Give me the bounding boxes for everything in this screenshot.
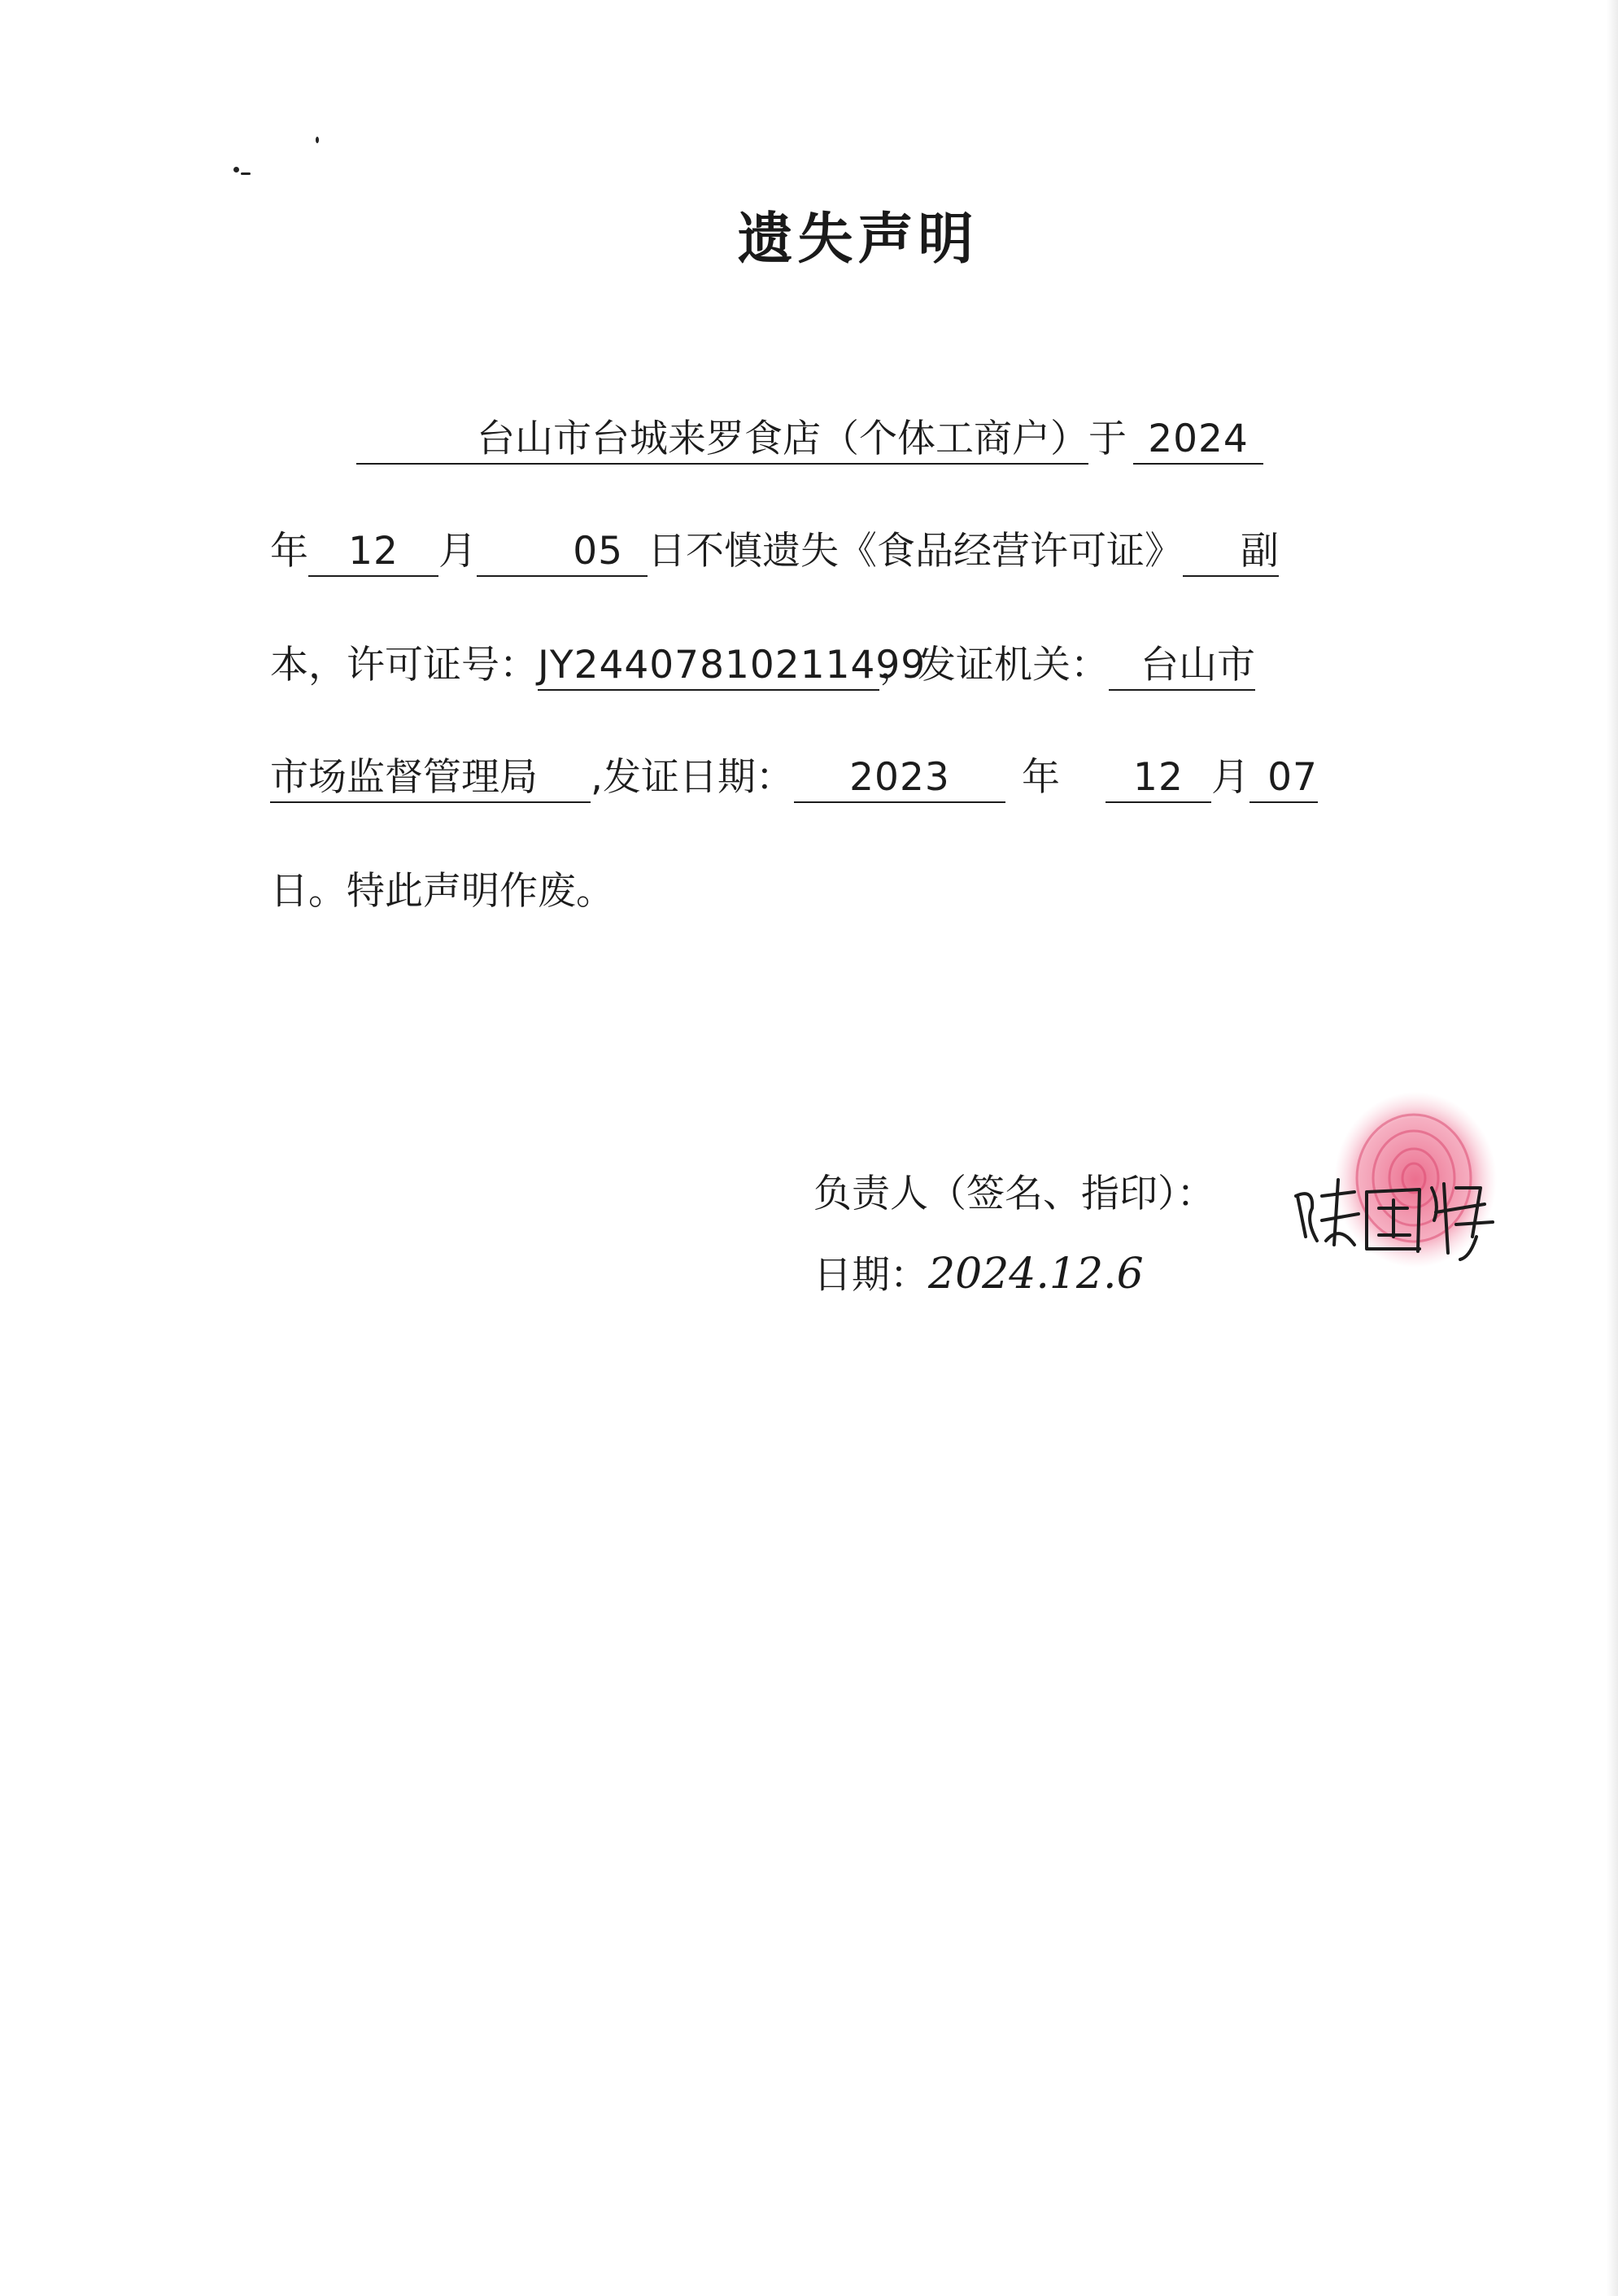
text-nian-2: 年 (1021, 755, 1060, 800)
lost-year: 2024 (1133, 416, 1263, 465)
body-line-3 (270, 641, 1360, 691)
text-license-label: 本，许可证号： (270, 643, 538, 687)
text-issuer-label: ，发证机关： (879, 643, 1109, 687)
body-line-2 (270, 527, 1360, 577)
license-number: JY24407810211499 (538, 642, 879, 691)
text-lost-item: 日不慎遗失《食品经营许可证》 (648, 529, 1183, 574)
body-line-1 (356, 415, 1446, 465)
text-nian: 年 (270, 529, 308, 574)
lost-day: 05 (477, 528, 648, 577)
page-title: 遗失声明 (737, 207, 979, 272)
scan-speck (241, 172, 251, 175)
scan-speck (233, 167, 239, 172)
issuer-part-a: 台山市 (1109, 642, 1255, 691)
text-void: 日。特此声明作废。 (270, 869, 614, 914)
text-yue: 月 (438, 529, 477, 574)
body-line-5 (270, 867, 1360, 916)
text-date-label: ,发证日期： (591, 755, 794, 800)
entity-name: 台山市台城来罗食店（个体工商户） (356, 416, 1088, 465)
handwritten-signature (1289, 1163, 1501, 1269)
issue-month: 12 (1106, 754, 1211, 803)
text-yue-2: 月 (1210, 755, 1249, 800)
body-line-4 (270, 753, 1360, 803)
lost-month: 12 (308, 528, 438, 577)
date-row (813, 1245, 1215, 1299)
copy-type: 副 (1183, 528, 1279, 577)
issuer-part-b: 市场监督管理局 (270, 754, 591, 803)
issue-day: 07 (1249, 754, 1318, 803)
handwritten-date: 2024.12.6 (928, 1250, 1144, 1299)
text-yu: 于 (1088, 417, 1127, 461)
issue-year: 2023 (794, 754, 1005, 803)
scan-speck (316, 137, 319, 143)
footer (813, 1163, 1215, 1299)
signer-label: 负责人（签名、指印）： (813, 1172, 1215, 1216)
scan-edge (1607, 0, 1618, 2296)
date-label: 日期： (813, 1253, 928, 1298)
